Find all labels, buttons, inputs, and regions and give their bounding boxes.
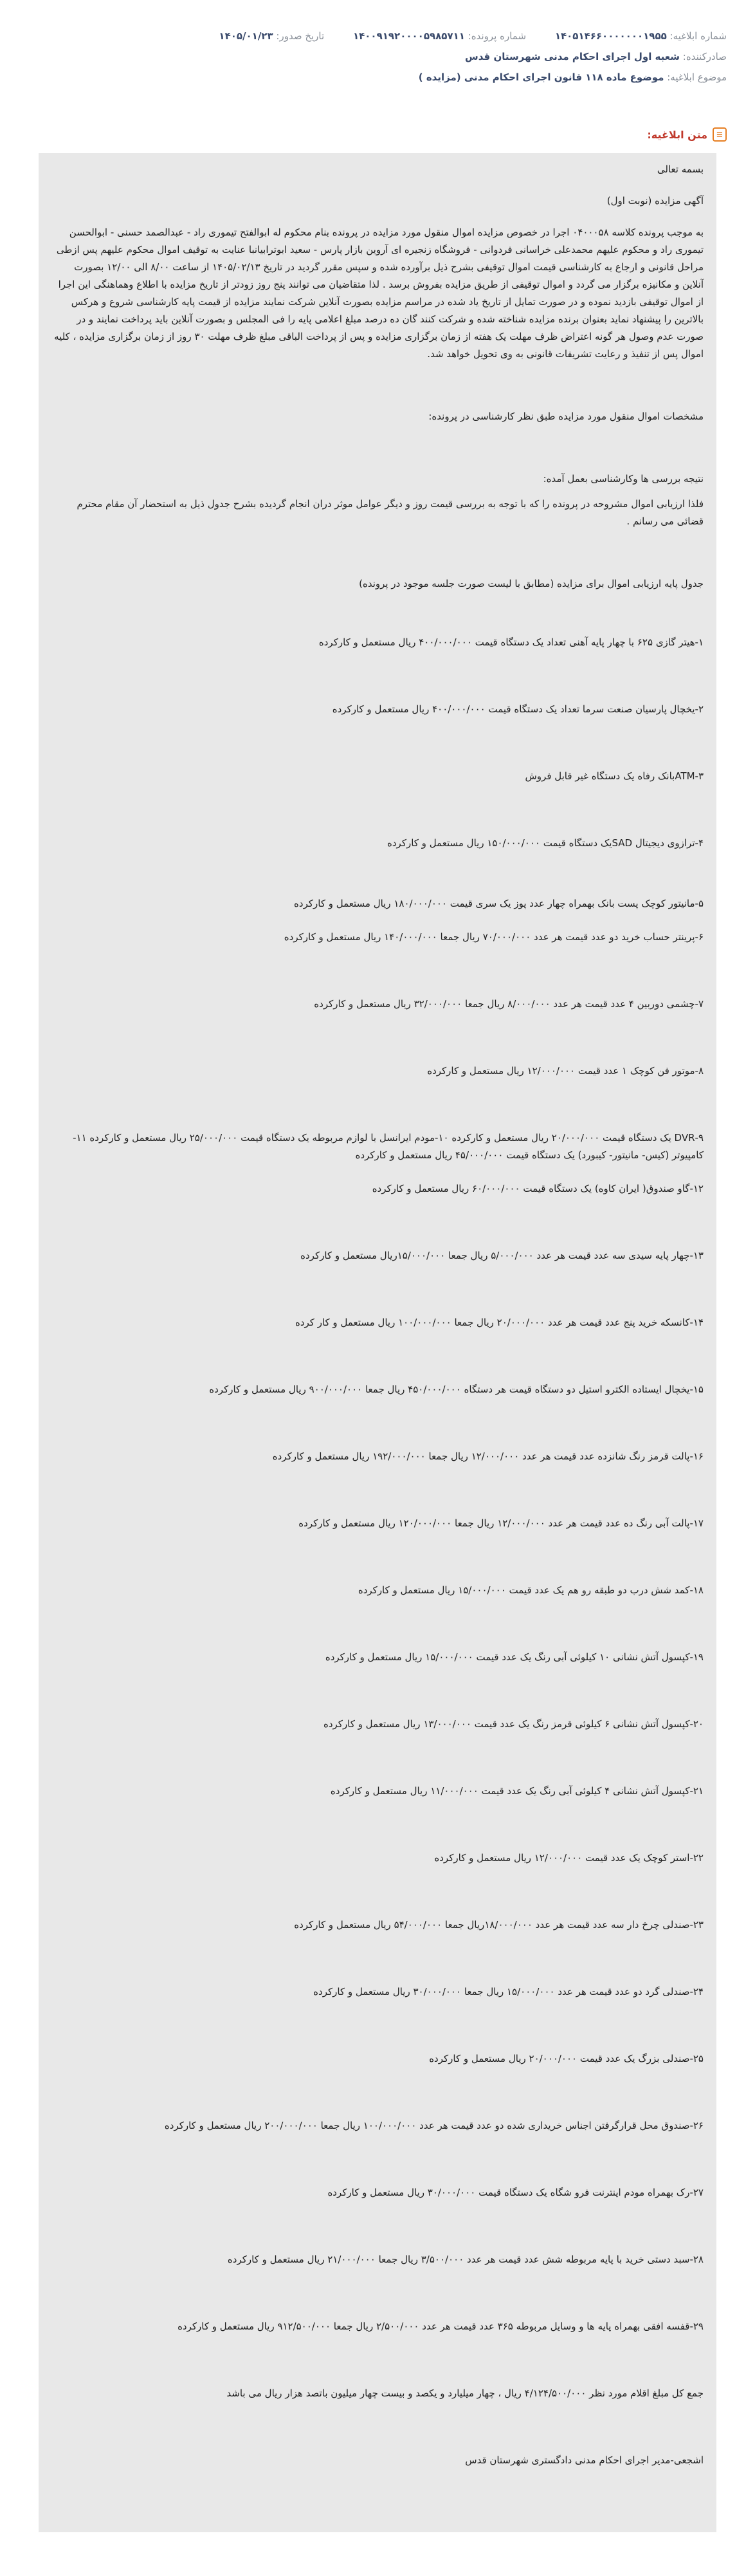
list-item: ۲۲-استر کوچک یک عدد قیمت ۱۲/۰۰۰/۰۰۰ ریال مستعمل و کارکرده	[434, 1852, 704, 1864]
list-item: ۲۵-صندلی بزرگ یک عدد قیمت ۲۰/۰۰۰/۰۰۰ ریال مستعمل و کارکرده	[429, 2053, 704, 2064]
list-item: ۲-یخچال پارسیان صنعت سرما تعداد یک دستگاه قیمت ۴۰۰/۰۰۰/۰۰۰ ریال مستعمل و کارکرده	[332, 703, 704, 715]
notice-body	[39, 153, 716, 2532]
list-item: ۱۳-چهار پایه سیدی سه عدد قیمت هر عدد ۵/۰۰۰/۰۰۰ ریال جمعا ۱۵/۰۰۰/۰۰۰ریال مستعمل و کارکرده	[300, 1250, 704, 1261]
notice-subtitle: آگهی مزایده (نوبت اول)	[606, 195, 704, 207]
list-item: ۲۳-صندلی چرخ دار سه عدد قیمت هر عدد ۱۸/۰۰۰/۰۰۰ریال جمعا ۵۴/۰۰۰/۰۰۰ ریال مستعمل و کارکرده	[294, 1919, 704, 1931]
case-number-value: ۱۴۰۰۹۱۹۲۰۰۰۰۵۹۸۵۷۱۱	[352, 30, 465, 42]
list-item: ۱۸-کمد شش درب دو طبقه رو هم یک عدد قیمت ۱۵/۰۰۰/۰۰۰ ریال مستعمل و کارکرده	[358, 1584, 704, 1596]
issue-date-item	[219, 26, 324, 46]
list-item: ۳-ATMبانک رفاه یک دستگاه غیر قابل فروش	[525, 770, 704, 782]
list-item: ۱۷-پالت آبی رنگ ده عدد قیمت هر عدد ۱۲/۰۰۰/۰۰۰ ریال جمعا ۱۲۰/۰۰۰/۰۰۰ ریال مستعمل و کارکرده	[298, 1517, 704, 1529]
header-row-numbers	[28, 26, 727, 46]
notice-expert-paragraph: فلذا ارزیابی اموال مشروحه در پرونده را که با توجه به بررسی قیمت روز و دیگر عوامل موثر دران انجام گردیده بشرح جدول ذیل به استحضار آن مقام محترم قضائی می رسانم .	[77, 498, 704, 527]
subject-value: موضوع ماده ۱۱۸ قانون اجرای احکام مدنی (مزایده )	[418, 71, 664, 83]
list-item: ۸-موتور فن کوچک ۱ عدد قیمت ۱۲/۰۰۰/۰۰۰ ریال مستعمل و کارکرده	[427, 1065, 704, 1077]
notice-number-item	[555, 26, 727, 46]
subject-label: موضوع ابلاغیه:	[667, 71, 727, 83]
notice-expert-heading: نتیجه بررسی ها وکارشناسی بعمل آمده:	[543, 473, 704, 485]
list-item: ۶-پرینتر حساب خرید دو عدد قیمت هر عدد ۷۰/۰۰۰/۰۰۰ ریال جمعا ۱۴۰/۰۰۰/۰۰۰ ریال مستعمل و کارکرده	[284, 931, 704, 943]
header-row-subject	[28, 67, 727, 88]
notice-text-heading-label: متن ابلاغیه:	[647, 128, 707, 141]
list-item: ۲۶-صندوق محل قرارگرفتن اجناس خریداری شده دو عدد قیمت هر عدد ۱۰۰/۰۰۰/۰۰۰ ریال جمعا ۲۰۰/۰۰۰/۰۰۰ ریال مستعمل و کارکرده	[164, 2120, 704, 2131]
list-item: ۲۴-صندلی گرد دو عدد قیمت هر عدد ۱۵/۰۰۰/۰۰۰ ریال جمعا ۳۰/۰۰۰/۰۰۰ ریال مستعمل و کارکرده	[313, 1986, 704, 1997]
list-item: جمع کل مبلغ اقلام مورد نظر ۴/۱۲۴/۵۰۰/۰۰۰ ریال ، چهار میلیارد و یکصد و بیست چهار میلیون باتصد هزار ریال می باشد	[226, 2387, 704, 2399]
list-item: ۱۵-یخچال ایستاده الکترو استیل دو دستگاه قیمت هر دستگاه ۴۵۰/۰۰۰/۰۰۰ ریال جمعا ۹۰۰/۰۰۰/۰۰۰ ریال مستعمل و کارکرده	[209, 1384, 704, 1395]
list-item: ۴-ترازوی دیجیتال SADیک دستگاه قیمت ۱۵۰/۰۰۰/۰۰۰ ریال مستعمل و کارکرده	[387, 837, 704, 849]
list-item: اشجعی-مدیر اجرای احکام مدنی دادگستری شهرستان قدس	[465, 2454, 704, 2466]
document-icon: ≡	[713, 127, 727, 142]
list-item: ۱۴-کانسکه خرید پنج عدد قیمت هر عدد ۲۰/۰۰۰/۰۰۰ ریال جمعا ۱۰۰/۰۰۰/۰۰۰ ریال مستعمل و کار کرده	[295, 1317, 704, 1328]
list-item: ۱۹-کپسول آتش نشانی ۱۰ کیلوئی آبی رنگ یک عدد قیمت ۱۵/۰۰۰/۰۰۰ ریال مستعمل و کارکرده	[325, 1651, 704, 1663]
notice-table-heading: جدول پایه ارزیابی اموال برای مزایده (مطابق با لیست صورت جلسه موجود در پرونده)	[359, 578, 704, 589]
case-number-item	[353, 26, 526, 46]
notice-number-label: شماره ابلاغیه:	[669, 30, 727, 42]
list-item: ۵-مانیتور کوچک پست بانک بهمراه چهار عدد پوز یک سری قیمت ۱۸۰/۰۰۰/۰۰۰ ریال مستعمل و کارکرده	[294, 898, 704, 909]
notice-bismillah: بسمه تعالی	[657, 163, 704, 175]
notice-text-heading	[647, 127, 727, 142]
issue-date-value: ۱۴۰۵/۰۱/۲۳	[219, 30, 273, 42]
list-item: ۱۲-گاو صندوق( ایران کاوه) یک دستگاه قیمت ۶۰/۰۰۰/۰۰۰ ریال مستعمل و کارکرده	[372, 1183, 704, 1194]
list-item: ۱۶-پالت قرمز رنگ شانزده عدد قیمت هر عدد ۱۲/۰۰۰/۰۰۰ ریال جمعا ۱۹۲/۰۰۰/۰۰۰ ریال مستعمل و کارکرده	[272, 1450, 704, 1462]
header-row-issuer	[28, 46, 727, 67]
list-item: ۲۹-قفسه افقی بهمراه پایه ها و وسایل مربوطه ۳۶۵ عدد قیمت هر عدد ۲/۵۰۰/۰۰۰ ریال جمعا ۹۱۲/۵۰۰/۰۰۰ ریال مستعمل و کارکرده	[177, 2321, 704, 2332]
list-item: ۲۱-کپسول آتش نشانی ۴ کیلوئی آبی رنگ یک عدد قیمت ۱۱/۰۰۰/۰۰۰ ریال مستعمل و کارکرده	[330, 1785, 704, 1797]
issuer-label: صادرکننده:	[682, 51, 727, 62]
notice-items-heading: مشخصات اموال منقول مورد مزایده طبق نظر کارشناسی در پرونده:	[428, 411, 704, 422]
notice-number-value: ۱۴۰۵۱۴۶۶۰۰۰۰۰۰۰۱۹۵۵	[554, 30, 667, 42]
list-item: ۷-چشمی دوربین ۴ عدد قیمت هر عدد ۸/۰۰۰/۰۰۰ ریال جمعا ۳۲/۰۰۰/۰۰۰ ریال مستعمل و کارکرده	[314, 998, 704, 1010]
list-item: ۱-هیتر گازی ۶۲۵ با چهار پایه آهنی تعداد یک دستگاه قیمت ۴۰۰/۰۰۰/۰۰۰ ریال مستعمل و کارکرده	[318, 636, 704, 648]
list-item: ۲۷-رک بهمراه مودم اینترنت فرو شگاه یک دستگاه قیمت ۳۰/۰۰۰/۰۰۰ ریال مستعمل و کارکرده	[327, 2187, 704, 2198]
case-number-label: شماره پرونده:	[468, 30, 527, 42]
list-item: ۲۸-سبد دستی خرید با پایه مربوطه شش عدد قیمت هر عدد ۳/۵۰۰/۰۰۰ ریال جمعا ۲۱/۰۰۰/۰۰۰ ریال مستعمل و کارکرده	[227, 2254, 704, 2265]
list-item: ۲۰-کپسول آتش نشانی ۶ کیلوئی قرمز رنگ یک عدد قیمت ۱۳/۰۰۰/۰۰۰ ریال مستعمل و کارکرده	[323, 1718, 704, 1730]
notice-intro-paragraph: به موجب پرونده کلاسه ۰۴۰۰۰۵۸ اجرا در خصوص مزایده اموال منقول مورد مزایده در پرونده بنام محکوم له ابوالفتح تیموری راد - عبدالصمد حسنی - ابوالحسن تیموری راد و محکوم علیهم محمدعلی خراسانی فردوانی - فروشگاه زنجیره ای آروین بازار پارس - سعید ابوترابیانبا عنایت به توقیف اموال محکوم علیهم پس ازطی مراحل قانونی و ارجاع به کارشناسی قیمت اموال توقیفی بشرح ذیل برآورده شده و سپس مقرر گردید در تاریخ ۱۴۰۵/۰۲/۱۳ از ساعت ۸/۰۰ الی ۱۲/۰۰ بصورت آنلاین و مکانیزه برگزار می گردد و اموال توقیفی از طریق مزایده بفروش برسد . لذا متقاضیان می توانند پنج روز زودتر از تاریخ مزایده با اطلاع وهماهنگی این اجرا از اموال توقیفی بازدید نموده و در صورت تمایل از تاریخ یاد شده در مراسم مزایده بصورت آنلاین شرکت نمایند مزایده از قیمت پایه کارشناسی شروع و هرکس بالاترین را پیشنهاد نماید بعنوان برنده مزایده شناخته شده و شرکت کنند گان ده درصد مبلغ اعلامی پایه را فی المجلس و بصورت آنلاین باید پرداخت نمایند و در صورت عدم وصول هر گونه اعتراض ظرف مهلت یک هفته از زمان برگزاری مزایده و پس از پرداخت الباقی مبلغ ظرف مهلت ۳۰ روز از زمان برگزاری مزایده ، کلیه اموال پس از تنفیذ و رعایت تشریفات قانونی به وی تحویل خواهد شد.	[54, 227, 704, 360]
notice-header	[28, 26, 727, 88]
list-item: ۹-DVR یک دستگاه قیمت ۲۰/۰۰۰/۰۰۰ ریال مستعمل و کارکرده ۱۰-مودم ایرانسل با لوازم مربوطه یک دستگاه قیمت ۲۵/۰۰۰/۰۰۰ ریال مستعمل و کارکرده ۱۱-کامپیوتر (کیس- مانیتور- کیبورد) یک دستگاه قیمت ۴۵/۰۰۰/۰۰۰ ریال مستعمل و کارکرده	[73, 1132, 704, 1161]
issuer-value: شعبه اول اجرای احکام مدنی شهرستان قدس	[465, 51, 680, 62]
issue-date-label: تاریخ صدور:	[276, 30, 325, 42]
